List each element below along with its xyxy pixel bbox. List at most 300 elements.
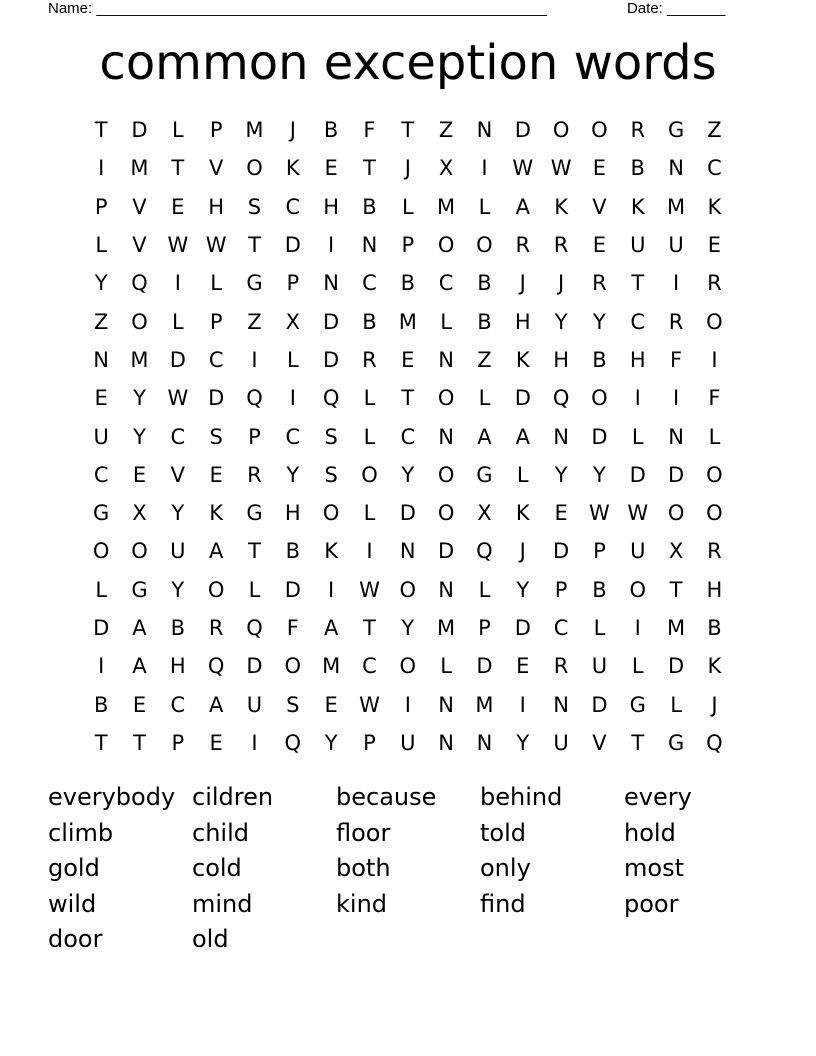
grid-letter: B bbox=[477, 271, 492, 296]
grid-letter: Y bbox=[324, 730, 338, 755]
grid-letter: O bbox=[284, 654, 302, 679]
grid-letter: G bbox=[246, 271, 263, 296]
grid-letter: U bbox=[668, 233, 684, 258]
grid-letter: U bbox=[591, 654, 608, 679]
word-list-item: kind bbox=[336, 889, 388, 918]
date-field-label: Date: _______ bbox=[627, 0, 726, 17]
grid-letter: L bbox=[363, 424, 376, 449]
grid-letter: T bbox=[669, 577, 683, 602]
grid-letter: D bbox=[629, 462, 646, 487]
grid-letter: T bbox=[171, 156, 185, 181]
grid-letter: E bbox=[132, 462, 147, 487]
grid-letter: R bbox=[592, 271, 607, 296]
grid-letter: I bbox=[519, 692, 526, 717]
grid-letter: E bbox=[94, 386, 108, 411]
grid-letter: R bbox=[515, 233, 531, 258]
grid-letter: K bbox=[554, 194, 568, 219]
grid-letter: O bbox=[207, 577, 225, 602]
grid-letter: P bbox=[478, 616, 491, 640]
grid-letter: I bbox=[98, 156, 105, 181]
word-list bbox=[48, 780, 768, 958]
grid-letter: D bbox=[668, 654, 685, 679]
grid-letter: E bbox=[132, 692, 147, 717]
grid-letter: H bbox=[284, 501, 301, 526]
grid-letter: X bbox=[438, 156, 454, 181]
grid-letter: Q bbox=[246, 386, 263, 411]
grid-letter: L bbox=[516, 462, 529, 487]
grid-letter: D bbox=[93, 616, 110, 640]
grid-letter: N bbox=[323, 271, 339, 296]
name-field-label: Name: ______________________________________________________ bbox=[48, 0, 547, 17]
grid-letter: I bbox=[711, 347, 718, 372]
grid-letter: H bbox=[208, 194, 225, 219]
grid-letter: D bbox=[169, 347, 186, 372]
grid-letter: R bbox=[668, 309, 684, 334]
grid-letter: E bbox=[209, 462, 223, 487]
grid-letter: S bbox=[324, 424, 338, 449]
grid-letter: T bbox=[631, 730, 645, 755]
grid-letter: O bbox=[552, 118, 570, 143]
grid-letter: Z bbox=[438, 118, 454, 143]
grid-letter: O bbox=[131, 309, 148, 334]
grid-letter: L bbox=[363, 386, 376, 411]
grid-letter: X bbox=[477, 501, 492, 526]
grid-letter: O bbox=[399, 654, 417, 679]
grid-letter: G bbox=[246, 501, 263, 526]
grid-letter: D bbox=[553, 539, 570, 564]
grid-letter: C bbox=[285, 194, 301, 219]
grid-letter: D bbox=[208, 386, 225, 411]
grid-letter: N bbox=[438, 347, 454, 372]
grid-letter: L bbox=[248, 577, 261, 602]
grid-letter: W bbox=[167, 386, 189, 411]
grid-letter: O bbox=[437, 501, 455, 526]
header bbox=[48, 0, 768, 20]
word-list-item: because bbox=[336, 783, 437, 811]
grid-letter: E bbox=[171, 194, 185, 219]
grid-letter: O bbox=[92, 539, 110, 564]
grid-letter: O bbox=[667, 501, 685, 526]
grid-letter: Y bbox=[401, 616, 415, 640]
grid-letter: P bbox=[171, 730, 185, 755]
grid-letter: V bbox=[208, 156, 224, 181]
grid-letter: Q bbox=[476, 539, 493, 564]
grid-letter: P bbox=[94, 194, 108, 219]
grid-letter: R bbox=[630, 118, 646, 143]
grid-letter: S bbox=[286, 692, 300, 717]
grid-letter: U bbox=[630, 233, 646, 258]
page-title: common exception words bbox=[99, 35, 717, 91]
grid-letter: Y bbox=[516, 577, 530, 602]
grid-letter: E bbox=[209, 730, 223, 755]
word-list-item: mind bbox=[192, 889, 253, 918]
grid-letter: T bbox=[401, 386, 415, 411]
grid-letter: X bbox=[668, 539, 684, 564]
grid-letter: Y bbox=[401, 462, 415, 487]
grid-letter: B bbox=[400, 271, 415, 296]
grid-letter: J bbox=[404, 156, 411, 181]
grid-letter: W bbox=[550, 156, 572, 181]
word-list-item: door bbox=[48, 925, 103, 953]
grid-letter: Y bbox=[516, 730, 530, 755]
grid-letter: J bbox=[289, 118, 296, 143]
grid-letter: D bbox=[668, 462, 685, 487]
grid-letter: P bbox=[286, 271, 300, 296]
grid-letter: L bbox=[171, 118, 184, 143]
grid-letter: K bbox=[209, 501, 224, 526]
grid-letter: Q bbox=[322, 386, 340, 411]
grid-letter: B bbox=[592, 577, 607, 602]
grid-letter: B bbox=[93, 692, 109, 717]
grid-letter: B bbox=[362, 194, 377, 219]
grid-letter: I bbox=[672, 271, 680, 296]
grid-letter: M bbox=[475, 692, 494, 717]
word-list-item: cold bbox=[192, 854, 242, 882]
grid-letter: V bbox=[592, 730, 607, 755]
grid-letter: V bbox=[132, 233, 147, 258]
grid-letter: B bbox=[707, 616, 722, 640]
grid-letter: D bbox=[246, 654, 263, 679]
grid-letter: N bbox=[438, 730, 454, 755]
grid-letter: D bbox=[323, 309, 340, 334]
grid-letter: T bbox=[248, 539, 261, 564]
grid-letter: C bbox=[362, 654, 377, 679]
grid-letter: J bbox=[558, 271, 565, 296]
grid-letter: L bbox=[478, 386, 491, 411]
grid-letter: R bbox=[707, 271, 722, 296]
grid-letter: D bbox=[438, 539, 455, 564]
grid-letter: B bbox=[592, 347, 607, 372]
grid-letter: H bbox=[169, 654, 186, 679]
grid-letter: H bbox=[323, 194, 340, 219]
grid-letter: L bbox=[95, 233, 108, 258]
grid-letter: Y bbox=[554, 462, 568, 487]
grid-letter: C bbox=[170, 424, 186, 449]
grid-letter: V bbox=[592, 194, 607, 219]
grid-letter: U bbox=[400, 730, 416, 755]
grid-letter: X bbox=[285, 309, 300, 334]
grid-letter: T bbox=[631, 271, 645, 296]
grid-letter: Q bbox=[552, 386, 570, 411]
grid-letter: M bbox=[245, 118, 264, 143]
grid-letter: O bbox=[399, 577, 417, 602]
grid-letter: L bbox=[478, 577, 491, 602]
grid-letter: R bbox=[707, 539, 722, 564]
grid-letter: C bbox=[630, 309, 646, 334]
grid-letter: N bbox=[476, 730, 493, 755]
grid-letter: W bbox=[589, 501, 610, 526]
grid-letter: W bbox=[627, 501, 649, 526]
word-list-item: gold bbox=[48, 854, 100, 882]
grid-letter: E bbox=[592, 233, 607, 258]
grid-letter: N bbox=[361, 233, 378, 258]
grid-letter: L bbox=[95, 577, 108, 602]
word-list-item: child bbox=[192, 818, 249, 847]
word-list-item: poor bbox=[624, 889, 679, 918]
word-list-item: climb bbox=[48, 818, 114, 847]
grid-letter: N bbox=[553, 424, 569, 449]
grid-letter: M bbox=[398, 309, 417, 334]
grid-letter: T bbox=[363, 156, 376, 181]
grid-letter: K bbox=[285, 156, 300, 181]
grid-letter: I bbox=[328, 233, 335, 258]
grid-letter: Q bbox=[246, 616, 263, 640]
grid-letter: T bbox=[401, 118, 415, 143]
grid-letter: U bbox=[170, 539, 186, 564]
grid-letter: H bbox=[514, 309, 531, 334]
grid-letter: A bbox=[323, 616, 339, 640]
grid-letter: C bbox=[208, 347, 224, 372]
grid-letter: I bbox=[251, 347, 258, 372]
grid-letter: R bbox=[362, 347, 377, 372]
grid-letter: C bbox=[285, 424, 301, 449]
grid-letter: E bbox=[401, 347, 415, 372]
grid-letter: L bbox=[210, 271, 222, 296]
grid-letter: H bbox=[706, 577, 723, 602]
grid-letter: D bbox=[514, 616, 531, 640]
grid-letter: Q bbox=[131, 271, 148, 296]
grid-letter: N bbox=[93, 347, 110, 372]
grid-letter: Y bbox=[593, 462, 606, 487]
grid-letter: W bbox=[512, 156, 534, 181]
grid-letter: W bbox=[359, 577, 380, 602]
grid-letter: D bbox=[323, 347, 340, 372]
grid-letter: P bbox=[554, 577, 568, 602]
grid-letter: T bbox=[248, 233, 261, 258]
grid-letter: K bbox=[515, 347, 530, 372]
grid-letter: I bbox=[98, 654, 105, 679]
grid-letter: O bbox=[437, 386, 455, 411]
grid-letter: N bbox=[668, 156, 684, 181]
grid-letter: O bbox=[706, 309, 723, 334]
grid-letter: I bbox=[366, 539, 373, 564]
grid-letter: Y bbox=[171, 577, 185, 602]
grid-letter: M bbox=[667, 616, 686, 640]
grid-letter: K bbox=[707, 654, 722, 679]
grid-letter: C bbox=[707, 156, 722, 181]
grid-letter: L bbox=[631, 654, 644, 679]
grid-letter: C bbox=[362, 271, 377, 296]
grid-letter: D bbox=[514, 386, 531, 411]
grid-letter: L bbox=[631, 424, 644, 449]
grid-letter: T bbox=[94, 730, 108, 755]
grid-letter: S bbox=[247, 194, 262, 219]
grid-letter: O bbox=[437, 462, 455, 487]
grid-letter: D bbox=[399, 501, 416, 526]
grid-letter: B bbox=[477, 309, 492, 334]
grid-letter: S bbox=[324, 462, 338, 487]
grid-letter: G bbox=[93, 501, 110, 526]
grid-letter: Z bbox=[247, 309, 262, 334]
grid-letter: B bbox=[170, 616, 186, 640]
grid-letter: E bbox=[707, 233, 722, 258]
word-list-item: only bbox=[480, 854, 531, 882]
grid-letter: Z bbox=[707, 118, 722, 143]
grid-letter: N bbox=[438, 577, 454, 602]
grid-letter: L bbox=[440, 309, 452, 334]
grid-letter: C bbox=[170, 692, 186, 717]
word-list-item: old bbox=[192, 925, 229, 953]
grid-letter: Y bbox=[593, 309, 606, 334]
grid-letter: T bbox=[363, 616, 376, 640]
grid-letter: Q bbox=[284, 730, 302, 755]
letter-grid bbox=[82, 111, 734, 762]
grid-letter: Q bbox=[207, 654, 225, 679]
grid-letter: N bbox=[476, 118, 493, 143]
grid-letter: G bbox=[131, 577, 148, 602]
grid-letter: L bbox=[708, 424, 721, 449]
grid-letter: G bbox=[667, 118, 685, 143]
grid-letter: L bbox=[478, 194, 491, 219]
grid-letter: K bbox=[630, 194, 645, 219]
grid-letter: O bbox=[706, 501, 723, 526]
grid-letter: O bbox=[361, 462, 378, 487]
grid-letter: A bbox=[208, 692, 224, 717]
grid-letter: D bbox=[284, 233, 301, 258]
grid-letter: K bbox=[515, 501, 530, 526]
grid-letter: M bbox=[667, 194, 686, 219]
grid-letter: M bbox=[322, 654, 341, 679]
grid-letter: P bbox=[248, 424, 261, 449]
grid-letter: L bbox=[593, 616, 606, 640]
grid-letter: H bbox=[629, 347, 646, 372]
grid-letter: P bbox=[209, 309, 223, 334]
grid-letter: D bbox=[514, 118, 531, 143]
grid-letter: M bbox=[437, 616, 456, 640]
grid-letter: Z bbox=[93, 309, 109, 334]
grid-letter: L bbox=[286, 347, 299, 372]
grid-letter: X bbox=[132, 501, 147, 526]
grid-letter: D bbox=[284, 577, 301, 602]
grid-letter: L bbox=[670, 692, 682, 717]
grid-letter: U bbox=[93, 424, 109, 449]
grid-letter: U bbox=[553, 730, 569, 755]
grid-letter: N bbox=[438, 424, 454, 449]
grid-letter: E bbox=[324, 156, 338, 181]
grid-letter: B bbox=[285, 539, 301, 564]
grid-letter: O bbox=[437, 233, 455, 258]
grid-letter: Y bbox=[133, 424, 146, 449]
grid-letter: O bbox=[246, 156, 263, 181]
grid-letter: B bbox=[323, 118, 339, 143]
grid-letter: P bbox=[363, 730, 376, 755]
word-list-item: behind bbox=[480, 783, 563, 811]
grid-letter: F bbox=[670, 347, 683, 372]
grid-letter: R bbox=[553, 654, 569, 679]
grid-letter: M bbox=[437, 194, 456, 219]
grid-letter: Y bbox=[133, 386, 146, 411]
grid-letter: A bbox=[477, 424, 492, 449]
grid-letter: K bbox=[324, 539, 339, 564]
grid-letter: L bbox=[171, 309, 184, 334]
grid-letter: Y bbox=[554, 309, 568, 334]
grid-letter: N bbox=[553, 692, 569, 717]
grid-letter: I bbox=[634, 386, 641, 411]
grid-letter: I bbox=[481, 156, 488, 181]
grid-letter: W bbox=[205, 233, 227, 258]
grid-letter: F bbox=[286, 616, 299, 640]
grid-letter: R bbox=[247, 462, 262, 487]
grid-letter: M bbox=[130, 156, 149, 181]
grid-letter: L bbox=[401, 194, 414, 219]
word-list-item: told bbox=[480, 818, 526, 847]
grid-letter: Y bbox=[94, 271, 108, 296]
grid-letter: D bbox=[131, 118, 148, 143]
grid-letter: D bbox=[476, 654, 493, 679]
grid-letter: I bbox=[672, 386, 680, 411]
grid-letter: U bbox=[246, 692, 263, 717]
grid-letter: E bbox=[554, 501, 568, 526]
grid-letter: A bbox=[132, 654, 147, 679]
grid-letter: I bbox=[289, 386, 296, 411]
grid-letter: C bbox=[553, 616, 569, 640]
grid-letter: A bbox=[515, 194, 530, 219]
grid-letter: Q bbox=[706, 730, 723, 755]
grid-letter: R bbox=[208, 616, 224, 640]
grid-letter: G bbox=[667, 730, 685, 755]
word-list-item: floor bbox=[336, 818, 391, 847]
grid-letter: J bbox=[519, 271, 526, 296]
grid-letter: E bbox=[516, 654, 530, 679]
grid-letter: G bbox=[629, 692, 646, 717]
grid-letter: O bbox=[131, 539, 148, 564]
grid-letter: P bbox=[401, 233, 415, 258]
grid-letter: O bbox=[591, 386, 608, 411]
grid-letter: U bbox=[630, 539, 646, 564]
grid-letter: O bbox=[476, 233, 493, 258]
word-list-item: find bbox=[480, 889, 526, 918]
grid-letter: Z bbox=[477, 347, 492, 372]
grid-letter: V bbox=[170, 462, 185, 487]
grid-letter: I bbox=[634, 616, 641, 640]
grid-letter: O bbox=[706, 462, 723, 487]
grid-letter: E bbox=[592, 156, 607, 181]
grid-letter: K bbox=[707, 194, 722, 219]
grid-letter: A bbox=[132, 616, 147, 640]
word-list-item: wild bbox=[48, 889, 97, 918]
grid-letter: D bbox=[591, 424, 608, 449]
grid-letter: P bbox=[593, 539, 606, 564]
grid-letter: I bbox=[174, 271, 181, 296]
word-list-item: every bbox=[624, 783, 692, 811]
grid-letter: L bbox=[363, 501, 376, 526]
word-list-item: most bbox=[624, 854, 684, 882]
grid-letter: J bbox=[711, 692, 718, 717]
grid-letter: G bbox=[476, 462, 493, 487]
word-list-item: cildren bbox=[192, 783, 274, 811]
grid-letter: I bbox=[328, 577, 335, 602]
word-list-item: hold bbox=[624, 818, 676, 847]
grid-letter: N bbox=[399, 539, 416, 564]
grid-letter: E bbox=[324, 692, 338, 717]
grid-letter: C bbox=[438, 271, 454, 296]
grid-letter: B bbox=[630, 156, 645, 181]
word-list-item: both bbox=[336, 854, 391, 882]
grid-letter: P bbox=[209, 118, 223, 143]
grid-letter: O bbox=[322, 501, 340, 526]
word-list-item: everybody bbox=[48, 783, 176, 811]
grid-letter: F bbox=[363, 118, 376, 143]
grid-letter: B bbox=[362, 309, 377, 334]
grid-letter: W bbox=[359, 692, 380, 717]
grid-letter: O bbox=[591, 118, 608, 143]
grid-letter: D bbox=[591, 692, 608, 717]
grid-letter: M bbox=[130, 347, 149, 372]
grid-letter: A bbox=[208, 539, 224, 564]
grid-letter: L bbox=[440, 654, 452, 679]
grid-letter: T bbox=[133, 730, 146, 755]
grid-letter: I bbox=[251, 730, 258, 755]
